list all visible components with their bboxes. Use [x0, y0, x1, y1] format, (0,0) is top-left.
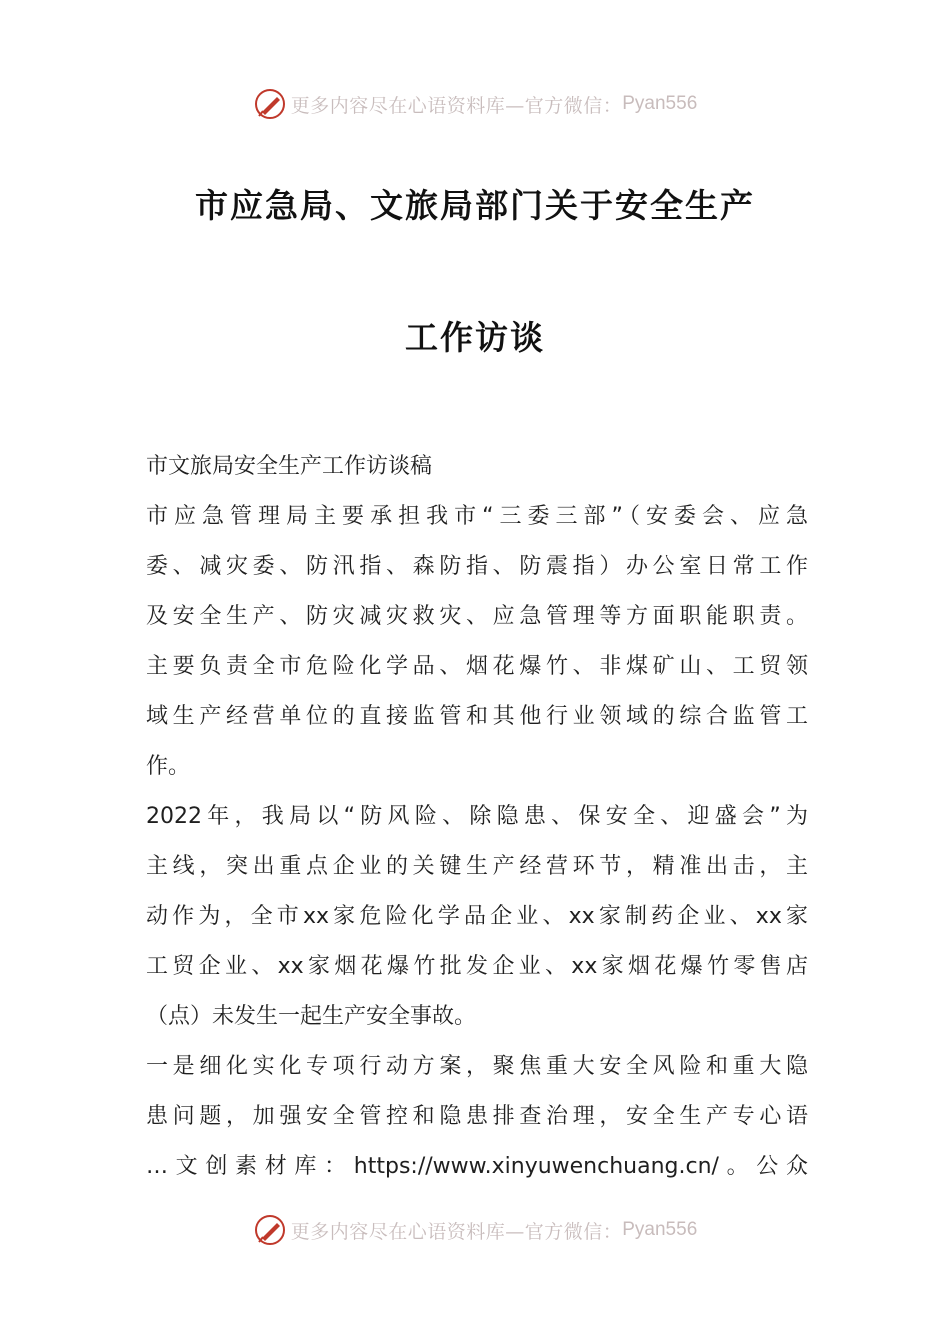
body-line: 工贸企业、xx家烟花爆竹批发企业、xx家烟花爆竹零售店 — [146, 954, 808, 979]
quill-logo-icon — [253, 87, 287, 121]
body-line: 动作为，全市xx家危险化学品企业、xx家制药企业、xx家 — [146, 904, 808, 929]
body-line: 一是细化实化专项行动方案，聚焦重大安全风险和重大隐 — [146, 1054, 808, 1079]
body-line: 主要负责全市危险化学品、烟花爆竹、非煤矿山、工贸领 — [146, 654, 808, 679]
body-line: 及安全生产、防灾减灾救灾、应急管理等方面职能职责。 — [146, 604, 808, 629]
body-line: 作。 — [146, 754, 191, 779]
document-body — [146, 442, 808, 1192]
watermark-banner-bottom — [0, 1210, 950, 1250]
body-line: 域生产经营单位的直接监管和其他行业领域的综合监管工 — [146, 704, 808, 729]
watermark-wechat-id: Pyan556 — [622, 1219, 698, 1240]
body-line: 2022年，我局以“防风险、除隐患、保安全、迎盛会”为 — [146, 804, 808, 829]
body-line: 委、减灾委、防汛指、森防指、防震指）办公室日常工作 — [146, 554, 808, 579]
body-line: 患问题，加强安全管控和隐患排查治理，安全生产专心语 — [146, 1104, 808, 1129]
body-line: 市应急管理局主要承担我市“三委三部”（安委会、应急 — [146, 504, 808, 529]
body-line: …文创素材库：https://www.xinyuwenchuang.cn/。公众 — [146, 1154, 808, 1179]
watermark-text: 更多内容尽在心语资料库—官方微信： — [290, 94, 623, 117]
watermark-banner-top — [0, 84, 950, 124]
body-line: 主线，突出重点企业的关键生产经营环节，精准出击，主 — [146, 854, 808, 879]
quill-logo-icon — [253, 1213, 287, 1247]
document-title-line-2: 工作访谈 — [405, 318, 545, 357]
watermark-wechat-id: Pyan556 — [622, 93, 698, 114]
body-line: （点）未发生一起生产安全事故。 — [146, 1004, 477, 1029]
watermark-text: 更多内容尽在心语资料库—官方微信： — [290, 1220, 623, 1243]
document-title-line-1: 市应急局、文旅局部门关于安全生产 — [195, 186, 755, 225]
body-line: 市文旅局安全生产工作访谈稿 — [146, 454, 433, 479]
